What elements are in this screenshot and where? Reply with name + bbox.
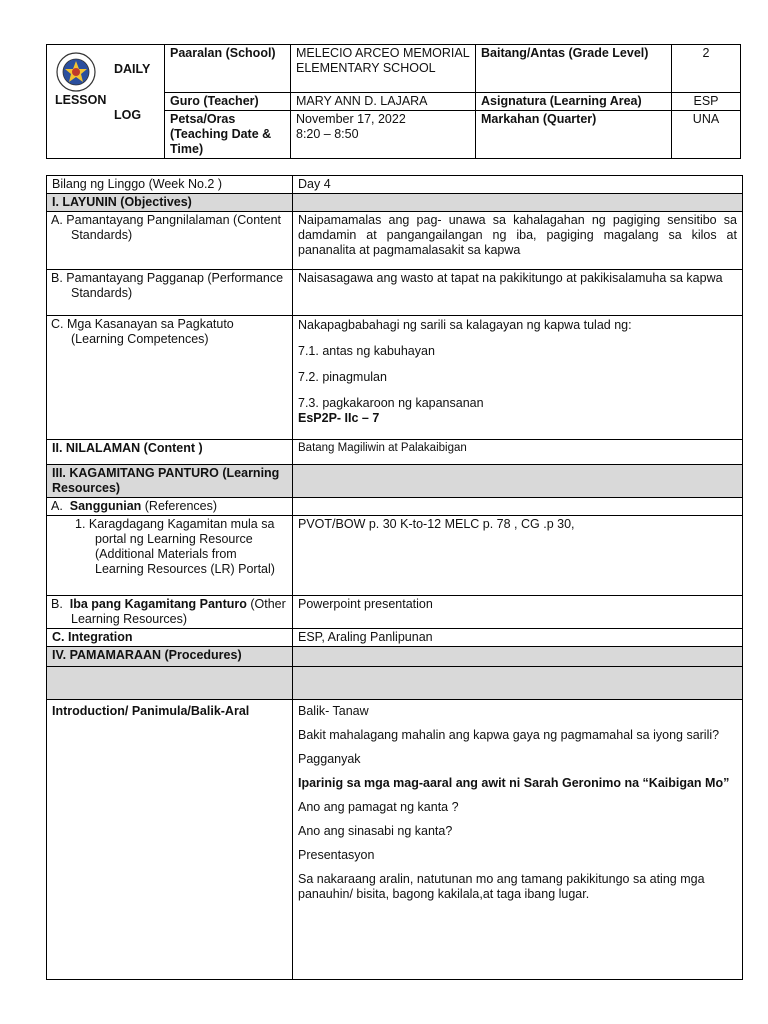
other-resources-letter: B. bbox=[51, 597, 63, 611]
performance-standards-label: B. Pamantayang Pagganap (Performance Standards) bbox=[47, 270, 293, 316]
introduction-value bbox=[293, 700, 743, 980]
references-letter: A. bbox=[51, 499, 63, 513]
grade-label: Baitang/Antas (Grade Level) bbox=[476, 45, 672, 93]
references-rest: (References) bbox=[141, 499, 218, 513]
intro-paragraph: Presentasyon bbox=[298, 848, 375, 862]
competences-value bbox=[293, 316, 743, 440]
content-standards-value: Naipamamalas ang pag- unawa sa kahalagahan ng pagiging sensitibo sa damdamin at pangangailangan ng iba, pagiging magalang sa kilos at pananalita at pagmamalasakit sa kapwa bbox=[293, 212, 743, 270]
header-table bbox=[46, 44, 741, 159]
other-resources-value: Powerpoint presentation bbox=[293, 596, 743, 629]
competences-label: C. Mga Kasanayan sa Pagkatuto (Learning Competences) bbox=[47, 316, 293, 440]
intro-paragraph: Pagganyak bbox=[298, 752, 361, 766]
school-label: Paaralan (School) bbox=[165, 45, 291, 93]
resources-heading-blank bbox=[293, 465, 743, 498]
time-value: 8:20 – 8:50 bbox=[296, 127, 359, 141]
intro-paragraph: Balik- Tanaw bbox=[298, 704, 369, 718]
intro-paragraph: Bakit mahalagang mahalin ang kapwa gaya ng pagmamahal sa iyong sarili? bbox=[298, 728, 720, 742]
additional-materials-label: 1. Karagdagang Kagamitan mula sa portal ng Learning Resource (Additional Materials from Learning Resources (LR) Portal) bbox=[47, 516, 293, 596]
content-standards-label: A. Pamantayang Pangnilalaman (Content Standards) bbox=[47, 212, 293, 270]
week-label: Bilang ng Linggo (Week No.2 ) bbox=[47, 176, 293, 194]
intro-paragraph: Ano ang pamagat ng kanta ? bbox=[298, 800, 459, 814]
references-blank bbox=[293, 498, 743, 516]
references-label bbox=[47, 498, 293, 516]
grey-spacer bbox=[293, 667, 743, 700]
procedures-heading: IV. PAMAMARAAN (Procedures) bbox=[47, 647, 293, 667]
competences-intro: Nakapagbabahagi ng sarili sa kalagayan ng kapwa tulad ng: bbox=[298, 318, 632, 332]
objectives-heading-blank bbox=[293, 194, 743, 212]
additional-materials-value: PVOT/BOW p. 30 K-to-12 MELC p. 78 , CG .p 30, bbox=[293, 516, 743, 596]
competence-item: 7.2. pinagmulan bbox=[298, 370, 387, 384]
log-label: LOG bbox=[114, 108, 142, 122]
teacher-value: MARY ANN D. LAJARA bbox=[291, 93, 476, 111]
area-value: ESP bbox=[672, 93, 741, 111]
resources-heading: III. KAGAMITANG PANTURO (Learning Resources) bbox=[47, 465, 293, 498]
integration-label: C. Integration bbox=[47, 629, 293, 647]
grade-value: 2 bbox=[672, 45, 741, 93]
content-label: II. NILALAMAN (Content ) bbox=[47, 440, 293, 465]
area-label: Asignatura (Learning Area) bbox=[476, 93, 672, 111]
intro-paragraph: Sa nakaraang aralin, natutunan mo ang tamang pakikitungo sa ating mga panauhin/ bisita, bagong kakilala,at taga ibang lugar. bbox=[298, 872, 705, 901]
lesson-table bbox=[46, 175, 743, 980]
grey-spacer bbox=[47, 667, 293, 700]
integration-value: ESP, Araling Panlipunan bbox=[293, 629, 743, 647]
date-value: November 17, 2022 bbox=[296, 112, 406, 126]
intro-paragraph: Iparinig sa mga mag-aaral ang awit ni Sarah Geronimo na “Kaibigan Mo” bbox=[298, 776, 730, 790]
other-resources-rest: (Other Learning Resources) bbox=[71, 597, 286, 626]
teacher-label: Guro (Teacher) bbox=[165, 93, 291, 111]
intro-paragraph: Ano ang sinasabi ng kanta? bbox=[298, 824, 453, 838]
content-value: Batang Magiliwin at Palakaibigan bbox=[293, 440, 743, 465]
performance-standards-value: Naisasagawa ang wasto at tapat na pakikitungo at pakikisalamuha sa kapwa bbox=[293, 270, 743, 316]
introduction-label: Introduction/ Panimula/Balik-Aral bbox=[47, 700, 293, 980]
other-resources-bold: Iba pang Kagamitang Panturo bbox=[69, 597, 247, 611]
competence-item: 7.3. pagkakaroon ng kapansanan bbox=[298, 396, 484, 410]
lesson-label: LESSON bbox=[55, 93, 107, 107]
date-label: Petsa/Oras (Teaching Date & Time) bbox=[165, 111, 291, 159]
procedures-heading-blank bbox=[293, 647, 743, 667]
references-bold: Sanggunian bbox=[69, 499, 142, 513]
quarter-label: Markahan (Quarter) bbox=[476, 111, 672, 159]
other-resources-label bbox=[47, 596, 293, 629]
week-value: Day 4 bbox=[293, 176, 743, 194]
objectives-heading: I. LAYUNIN (Objectives) bbox=[47, 194, 293, 212]
quarter-value: UNA bbox=[672, 111, 741, 159]
competence-item: 7.1. antas ng kabuhayan bbox=[298, 344, 435, 358]
deped-seal-icon bbox=[56, 52, 96, 92]
school-value: MELECIO ARCEO MEMORIAL ELEMENTARY SCHOOL bbox=[291, 45, 476, 93]
logo-cell bbox=[47, 45, 165, 159]
competence-code: EsP2P- IIc – 7 bbox=[298, 411, 380, 425]
date-time-cell bbox=[291, 111, 476, 159]
daily-label: DAILY bbox=[114, 62, 151, 76]
